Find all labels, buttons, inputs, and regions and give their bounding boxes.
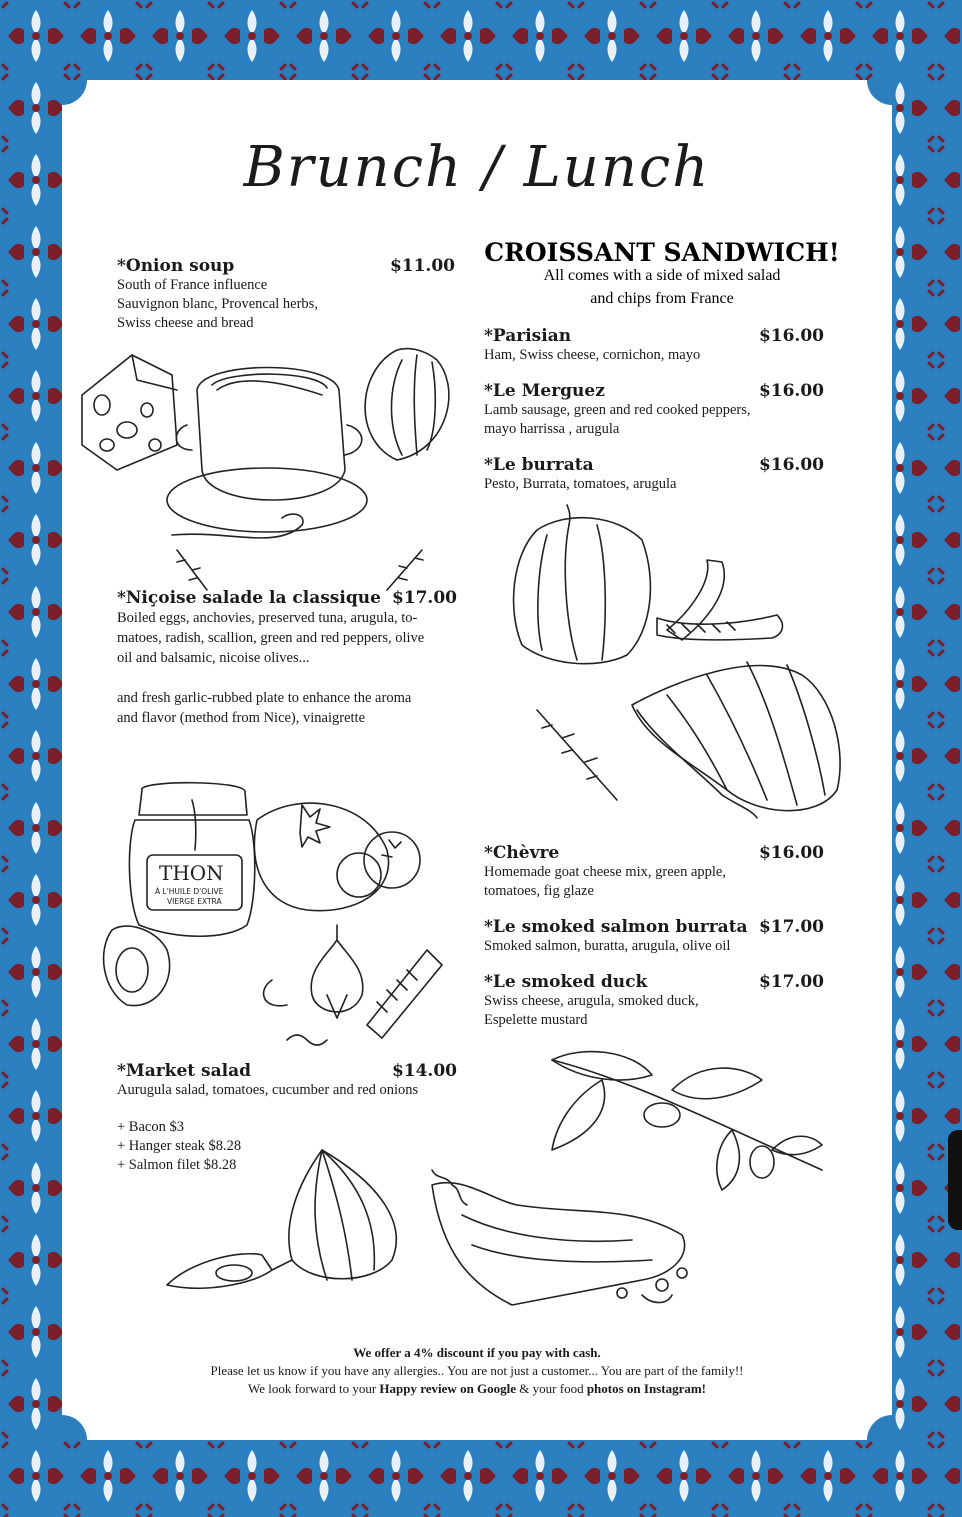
salmon-onion-illustration: [162, 1145, 722, 1315]
item-name: *Market salad: [117, 1061, 251, 1081]
corner-cutout: [62, 80, 87, 105]
review-text: & your food: [516, 1381, 587, 1396]
item-price: $17.00: [391, 588, 457, 608]
description-line: Homemade goat cheese mix, green apple,: [484, 864, 726, 880]
item-description: [117, 608, 477, 728]
item-price: $16.00: [758, 381, 824, 401]
corner-cutout: [867, 80, 892, 105]
menu-item-chevre: [484, 843, 824, 901]
addon-option: + Bacon $3: [117, 1119, 184, 1135]
description-line: oil and balsamic, nicoise olives...: [117, 650, 310, 666]
google-review-text: Happy review on Google: [379, 1381, 517, 1396]
menu-item-onion-soup: [117, 256, 455, 333]
menu-item-nicoise-salade: [117, 588, 457, 728]
description-line: tomatoes, fig glaze: [484, 883, 594, 899]
corner-cutout: [62, 1415, 87, 1440]
menu-footer: [62, 1344, 892, 1398]
menu-item-parisian: [484, 326, 824, 365]
description-line: Espelette mustard: [484, 1012, 588, 1028]
menu-item-le-merguez: [484, 381, 824, 439]
croissant-section-subtitle: [482, 264, 842, 310]
jar-label: THON: [159, 861, 224, 885]
description-line: Sauvignon blanc, Provencal herbs,: [117, 296, 318, 312]
menu-page: [62, 80, 892, 1440]
item-description: [484, 346, 824, 365]
allergy-note: Please let us know if you have any allergies.. You are not just a customer... You are part of the family!!: [210, 1363, 744, 1378]
item-header: [484, 917, 824, 937]
description-line: Ham, Swiss cheese, cornichon, mayo: [484, 347, 701, 363]
menu-item-smoked-duck: [484, 972, 824, 1030]
item-name: *Onion soup: [117, 256, 235, 276]
item-price: $16.00: [758, 455, 824, 475]
onion-soup-illustration: [77, 350, 467, 580]
addon-option: + Salmon filet $8.28: [117, 1157, 237, 1173]
item-name: *Parisian: [484, 326, 572, 346]
croissant-section-title: CROISSANT SANDWICH!: [484, 238, 840, 267]
description-line: and flavor (method from Nice), vinaigrette: [117, 710, 366, 726]
item-description: [484, 401, 824, 439]
item-header: [117, 1061, 457, 1081]
instagram-photos-text: photos on Instagram!: [586, 1381, 707, 1396]
review-note: [62, 1380, 892, 1398]
item-price: $16.00: [758, 326, 824, 346]
item-price: $17.00: [758, 917, 824, 937]
description-line: Smoked salmon, buratta, arugula, olive oil: [484, 938, 731, 954]
addon-option: + Hanger steak $8.28: [117, 1138, 242, 1154]
description-line: South of France influence: [117, 277, 268, 293]
item-header: [484, 972, 824, 992]
item-name: *Le smoked salmon burrata: [484, 917, 748, 937]
review-text: We look forward to your: [247, 1381, 380, 1396]
subtitle-line: and chips from France: [590, 290, 734, 307]
menu-title: Brunch / Lunch: [243, 135, 711, 200]
item-description: [484, 992, 824, 1030]
item-name: *Le Merguez: [484, 381, 605, 401]
item-name: *Chèvre: [484, 843, 560, 863]
cash-discount-note: We offer a 4% discount if you pay with cash.: [353, 1345, 601, 1360]
item-description: [484, 475, 824, 494]
item-header: [484, 381, 824, 401]
item-description: [117, 276, 455, 333]
item-header: [484, 326, 824, 346]
subtitle-line: All comes with a side of mixed salad: [543, 267, 781, 284]
item-description: [484, 863, 824, 901]
item-header: [117, 256, 455, 276]
jar-label: À L'HUILE D'OLIVE: [155, 887, 224, 896]
description-line: Aurugula salad, tomatoes, cucumber and red onions: [117, 1082, 419, 1098]
description-line: matoes, radish, scallion, green and red peppers, olive: [117, 630, 425, 646]
description-line: Boiled eggs, anchovies, preserved tuna, arugula, to-: [117, 610, 418, 626]
item-price: $11.00: [389, 256, 455, 276]
item-price: $17.00: [758, 972, 824, 992]
description-line: Swiss cheese and bread: [117, 315, 254, 331]
item-name: *Le burrata: [484, 455, 594, 475]
nicoise-ingredients-illustration: [97, 780, 437, 1050]
item-header: [117, 588, 457, 608]
description-line: Swiss cheese, arugula, smoked duck,: [484, 993, 699, 1009]
corner-cutout: [867, 1415, 892, 1440]
croissant-illustration: [507, 500, 857, 840]
description-line: Lamb sausage, green and red cooked peppers,: [484, 402, 751, 418]
item-price: $16.00: [758, 843, 824, 863]
item-header: [484, 455, 824, 475]
item-header: [484, 843, 824, 863]
menu-item-le-burrata: [484, 455, 824, 494]
menu-item-smoked-salmon-burrata: [484, 917, 824, 956]
item-description: [484, 937, 824, 956]
item-price: $14.00: [391, 1061, 457, 1081]
jar-label: VIERGE EXTRA: [167, 897, 222, 906]
description-line: mayo harrissa , arugula: [484, 421, 620, 437]
item-name: *Le smoked duck: [484, 972, 648, 992]
device-side-tab: [948, 1130, 962, 1230]
description-line: Pesto, Burrata, tomatoes, arugula: [484, 476, 677, 492]
description-line: and fresh garlic-rubbed plate to enhance the aroma: [117, 690, 412, 706]
item-name: *Niçoise salade la classique: [117, 588, 381, 608]
